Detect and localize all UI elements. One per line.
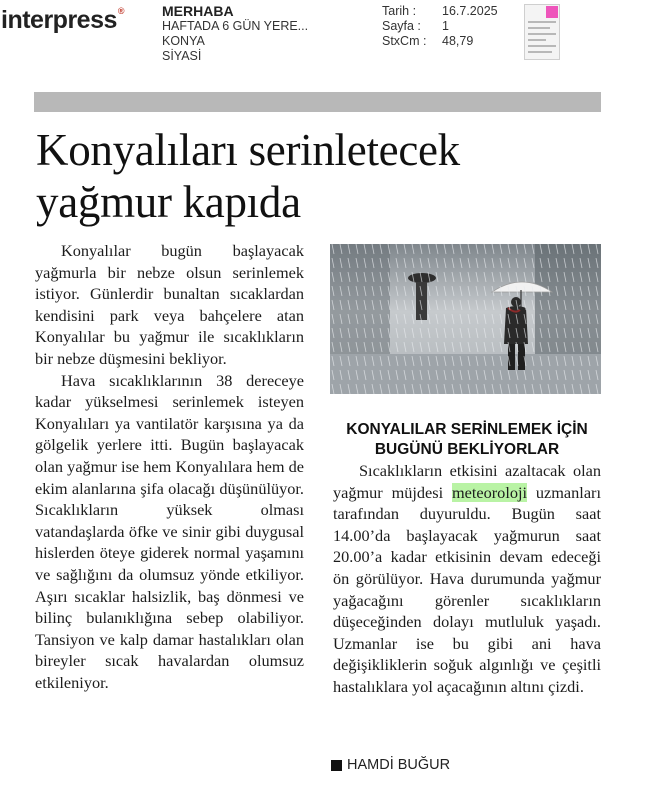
clipping-meta xyxy=(382,4,498,49)
meta-stxcm xyxy=(382,34,498,49)
meta-label: Sayfa : xyxy=(382,19,421,33)
rain-scene-image xyxy=(330,244,601,394)
section-subheading xyxy=(333,420,601,460)
rain-photo xyxy=(330,244,601,394)
publication-name: MERHABA xyxy=(162,3,234,19)
author-name: HAMDİ BUĞUR xyxy=(347,757,451,773)
clipping-category: SİYASİ xyxy=(162,49,202,63)
thumbnail-line xyxy=(528,51,552,53)
meta-date xyxy=(382,4,498,19)
subheading-line-1: KONYALILAR SERİNLEMEK İÇİN xyxy=(346,421,588,438)
separator-bar xyxy=(34,92,601,112)
paragraph-text: Sıcaklıkların etkisini azaltacak olan yağmur müjdesi xyxy=(333,461,601,502)
meta-page xyxy=(382,19,498,34)
registered-mark: ® xyxy=(117,6,125,16)
body-paragraph: Hava sıcaklıklarının 38 dereceye kadar yükselmesi serinlemek isteyen Konyalıları ya vantilatör karşısına ya da gölgelik yerlere itti. Bugün başlayacak olan yağmur ise hem Konyalılara hem de ekim alanlarına şifa olacağı düşünülüyor. Sıcaklıkların yüksek olması vatandaşlarda öfke ve sinir gibi duygusal hislerden öteye giderek normal yaşamını ve sağlığını da olumsuz yönde etkiliyor. Aşırı sıcaklar halsizlik, baş dönmesi ve bilinç bulanıklığına sebep olabiliyor. Tansiyon ve kalp damar hastalıkları olan bireyler sıcak havalardan olumsuz etkileniyor. xyxy=(35,370,304,692)
article-headline xyxy=(36,124,606,228)
thumbnail-line xyxy=(528,27,550,29)
logo-text: interpress xyxy=(1,6,117,34)
thumbnail-marker xyxy=(546,6,558,18)
article-body-left xyxy=(35,240,304,693)
meta-value: 16.7.2025 xyxy=(442,4,498,18)
paragraph-text: uzmanları tarafından duyuruldu. Bugün saat 14.00’da başlayacak yağmurun saat 20.00’a kadar etkisinin devam edeceği ön görülüyor. Hava durumunda yağmur yağacağını görenler sıcaklıkların düşeceğinden dolayı mutluluk yaşadı. Uzmanlar ise bu gibi ani hava değişikliklerin soğuk algınlığı ve çeşitli hastalıklara yol açacağının altını çizdi. xyxy=(333,482,601,696)
headline-line-1: Konyalıları serinletecek xyxy=(36,125,460,175)
article-body-right xyxy=(333,460,601,698)
subheading-line-2: BUGÜNÜ BEKLİYORLAR xyxy=(374,441,560,458)
page-thumbnail[interactable] xyxy=(524,4,560,60)
meta-label: StxCm : xyxy=(382,34,427,48)
clipping-city: KONYA xyxy=(162,34,205,48)
highlighted-keyword: meteoroloji xyxy=(451,482,528,502)
interpress-logo xyxy=(1,6,124,35)
byline-square-icon xyxy=(331,760,342,771)
body-paragraph: Konyalılar bugün başlayacak yağmurla bir nebze olsun serinlemek istiyor. Günlerdir bunaltan sıcaklardan kendisini park veya bahçelere atan Konyalılar bu yağmur ile sıcaklıkların bir nebze düşmesini bekliyor. xyxy=(35,241,304,368)
meta-value: 1 xyxy=(442,19,449,33)
meta-value: 48,79 xyxy=(442,34,474,48)
thumbnail-line xyxy=(528,21,556,23)
meta-label: Tarih : xyxy=(382,4,417,18)
headline-line-2: yağmur kapıda xyxy=(36,177,301,227)
thumbnail-line xyxy=(528,45,556,47)
thumbnail-line xyxy=(528,39,546,41)
clipping-info xyxy=(162,4,308,64)
author-byline xyxy=(331,757,450,773)
thumbnail-line xyxy=(528,33,556,35)
body-paragraph xyxy=(333,460,601,698)
clipping-headline: HAFTADA 6 GÜN YERE... xyxy=(162,19,309,33)
